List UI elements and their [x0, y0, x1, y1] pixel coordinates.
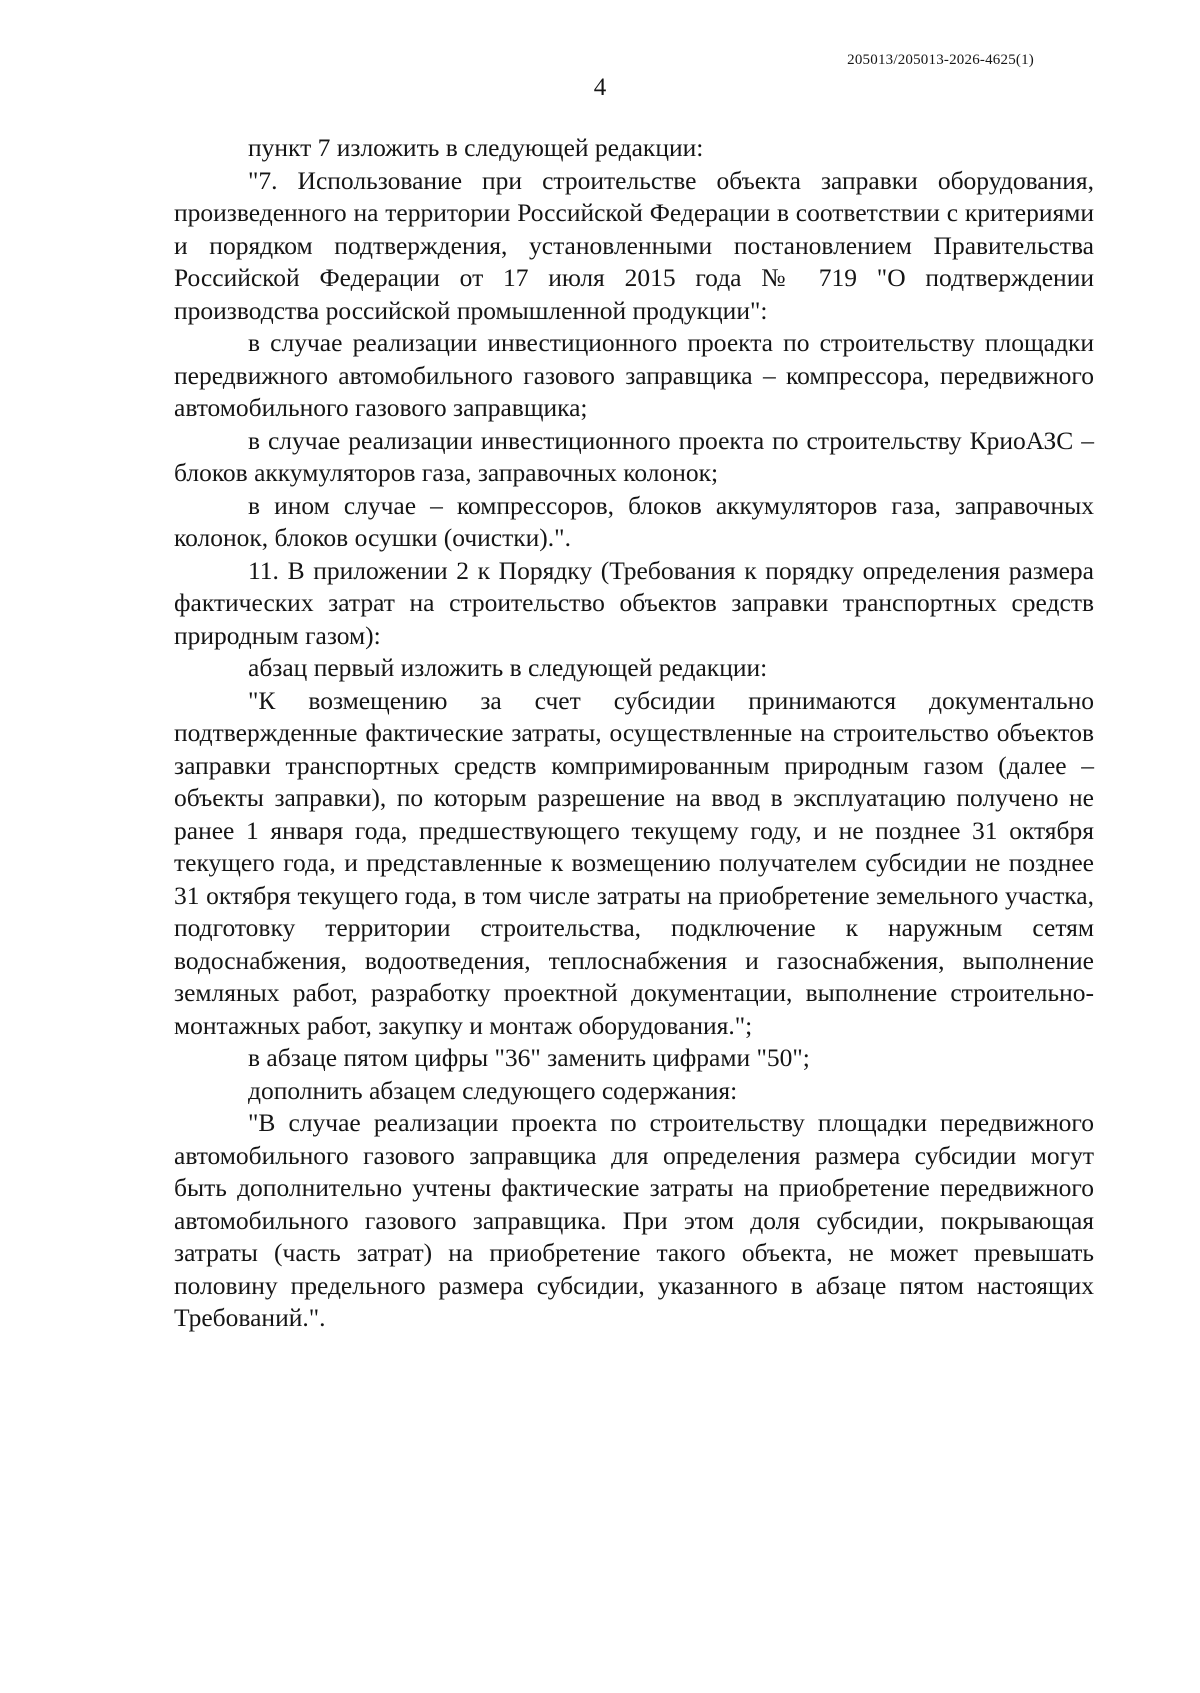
paragraph-add-abzac-intro: дополнить абзацем следующего содержания:	[248, 1075, 738, 1105]
paragraph-point-7-text: "7. Использование при строительстве объекта заправки оборудования, произведенного на территории Российской Федерации в соответствии с критериями и порядком подтверждения, установленными постановлением Правительства Российской Федерации от 17 июля 2015 года № 719 "О подтверждении производства российской промышленной продукции":	[174, 165, 1094, 325]
paragraph-new-abzac-text: "В случае реализации проекта по строительству площадки передвижного автомобильного газового заправщика для определения размера субсидии могут быть дополнительно учтены фактические затраты на приобретение передвижного автомобильного газового заправщика. При этом доля субсидии, покрывающая затраты (часть затрат) на приобретение такого объекта, не может превышать половину предельного размера субсидии, указанного в абзаце пятом настоящих Требований.".	[174, 1108, 1094, 1332]
paragraph-case-mobile-station: в случае реализации инвестиционного проекта по строительству площадки передвижного автомобильного газового заправщика – компрессора, передвижного автомобильного газового заправщика;	[174, 328, 1094, 422]
document-code: 205013/205013-2026-4625(1)	[847, 52, 1034, 68]
page-number: 4	[593, 74, 607, 101]
paragraph-item-11: 11. В приложении 2 к Порядку (Требования к порядку определения размера фактических затрат на строительство объектов заправки транспортных средств природным газом):	[174, 555, 1094, 650]
paragraph-case-other: в ином случае – компрессоров, блоков аккумуляторов газа, заправочных колонок, блоков осушки (очистки).".	[174, 490, 1094, 552]
paragraph-point-7-intro: пункт 7 изложить в следующей редакции:	[248, 133, 704, 162]
paragraph-case-crio: в случае реализации инвестиционного проекта по строительству КриоАЗС – блоков аккумуляторов газа, заправочных колонок;	[174, 425, 1094, 487]
paragraph-reimbursement-text: "К возмещению за счет субсидии принимаются документально подтвержденные фактические затраты, осуществленные на строительство объектов заправки транспортных средств компримированным природным газом (далее – объекты заправки), по которым разрешение на ввод в эксплуатацию получено не ранее 1 января года, предшествующего текущему году, и не позднее 31 октября текущего года, и представленные к возмещению получателем субсидии не позднее 31 октября текущего года, в том числе затраты на приобретение земельного участка, подготовку территории строительства, подключение к наружным сетям водоснабжения, водоотведения, теплоснабжения и газоснабжения, выполнение земляных работ, разработку проектной документации, выполнение строительно-монтажных работ, закупку и монтаж оборудования.";	[174, 685, 1094, 1040]
document-body	[174, 132, 1094, 1335]
paragraph-fifth-abzac-change: в абзаце пятом цифры "36" заменить цифрами "50";	[248, 1043, 810, 1072]
paragraph-first-abzac-intro: абзац первый изложить в следующей редакции:	[248, 653, 768, 682]
